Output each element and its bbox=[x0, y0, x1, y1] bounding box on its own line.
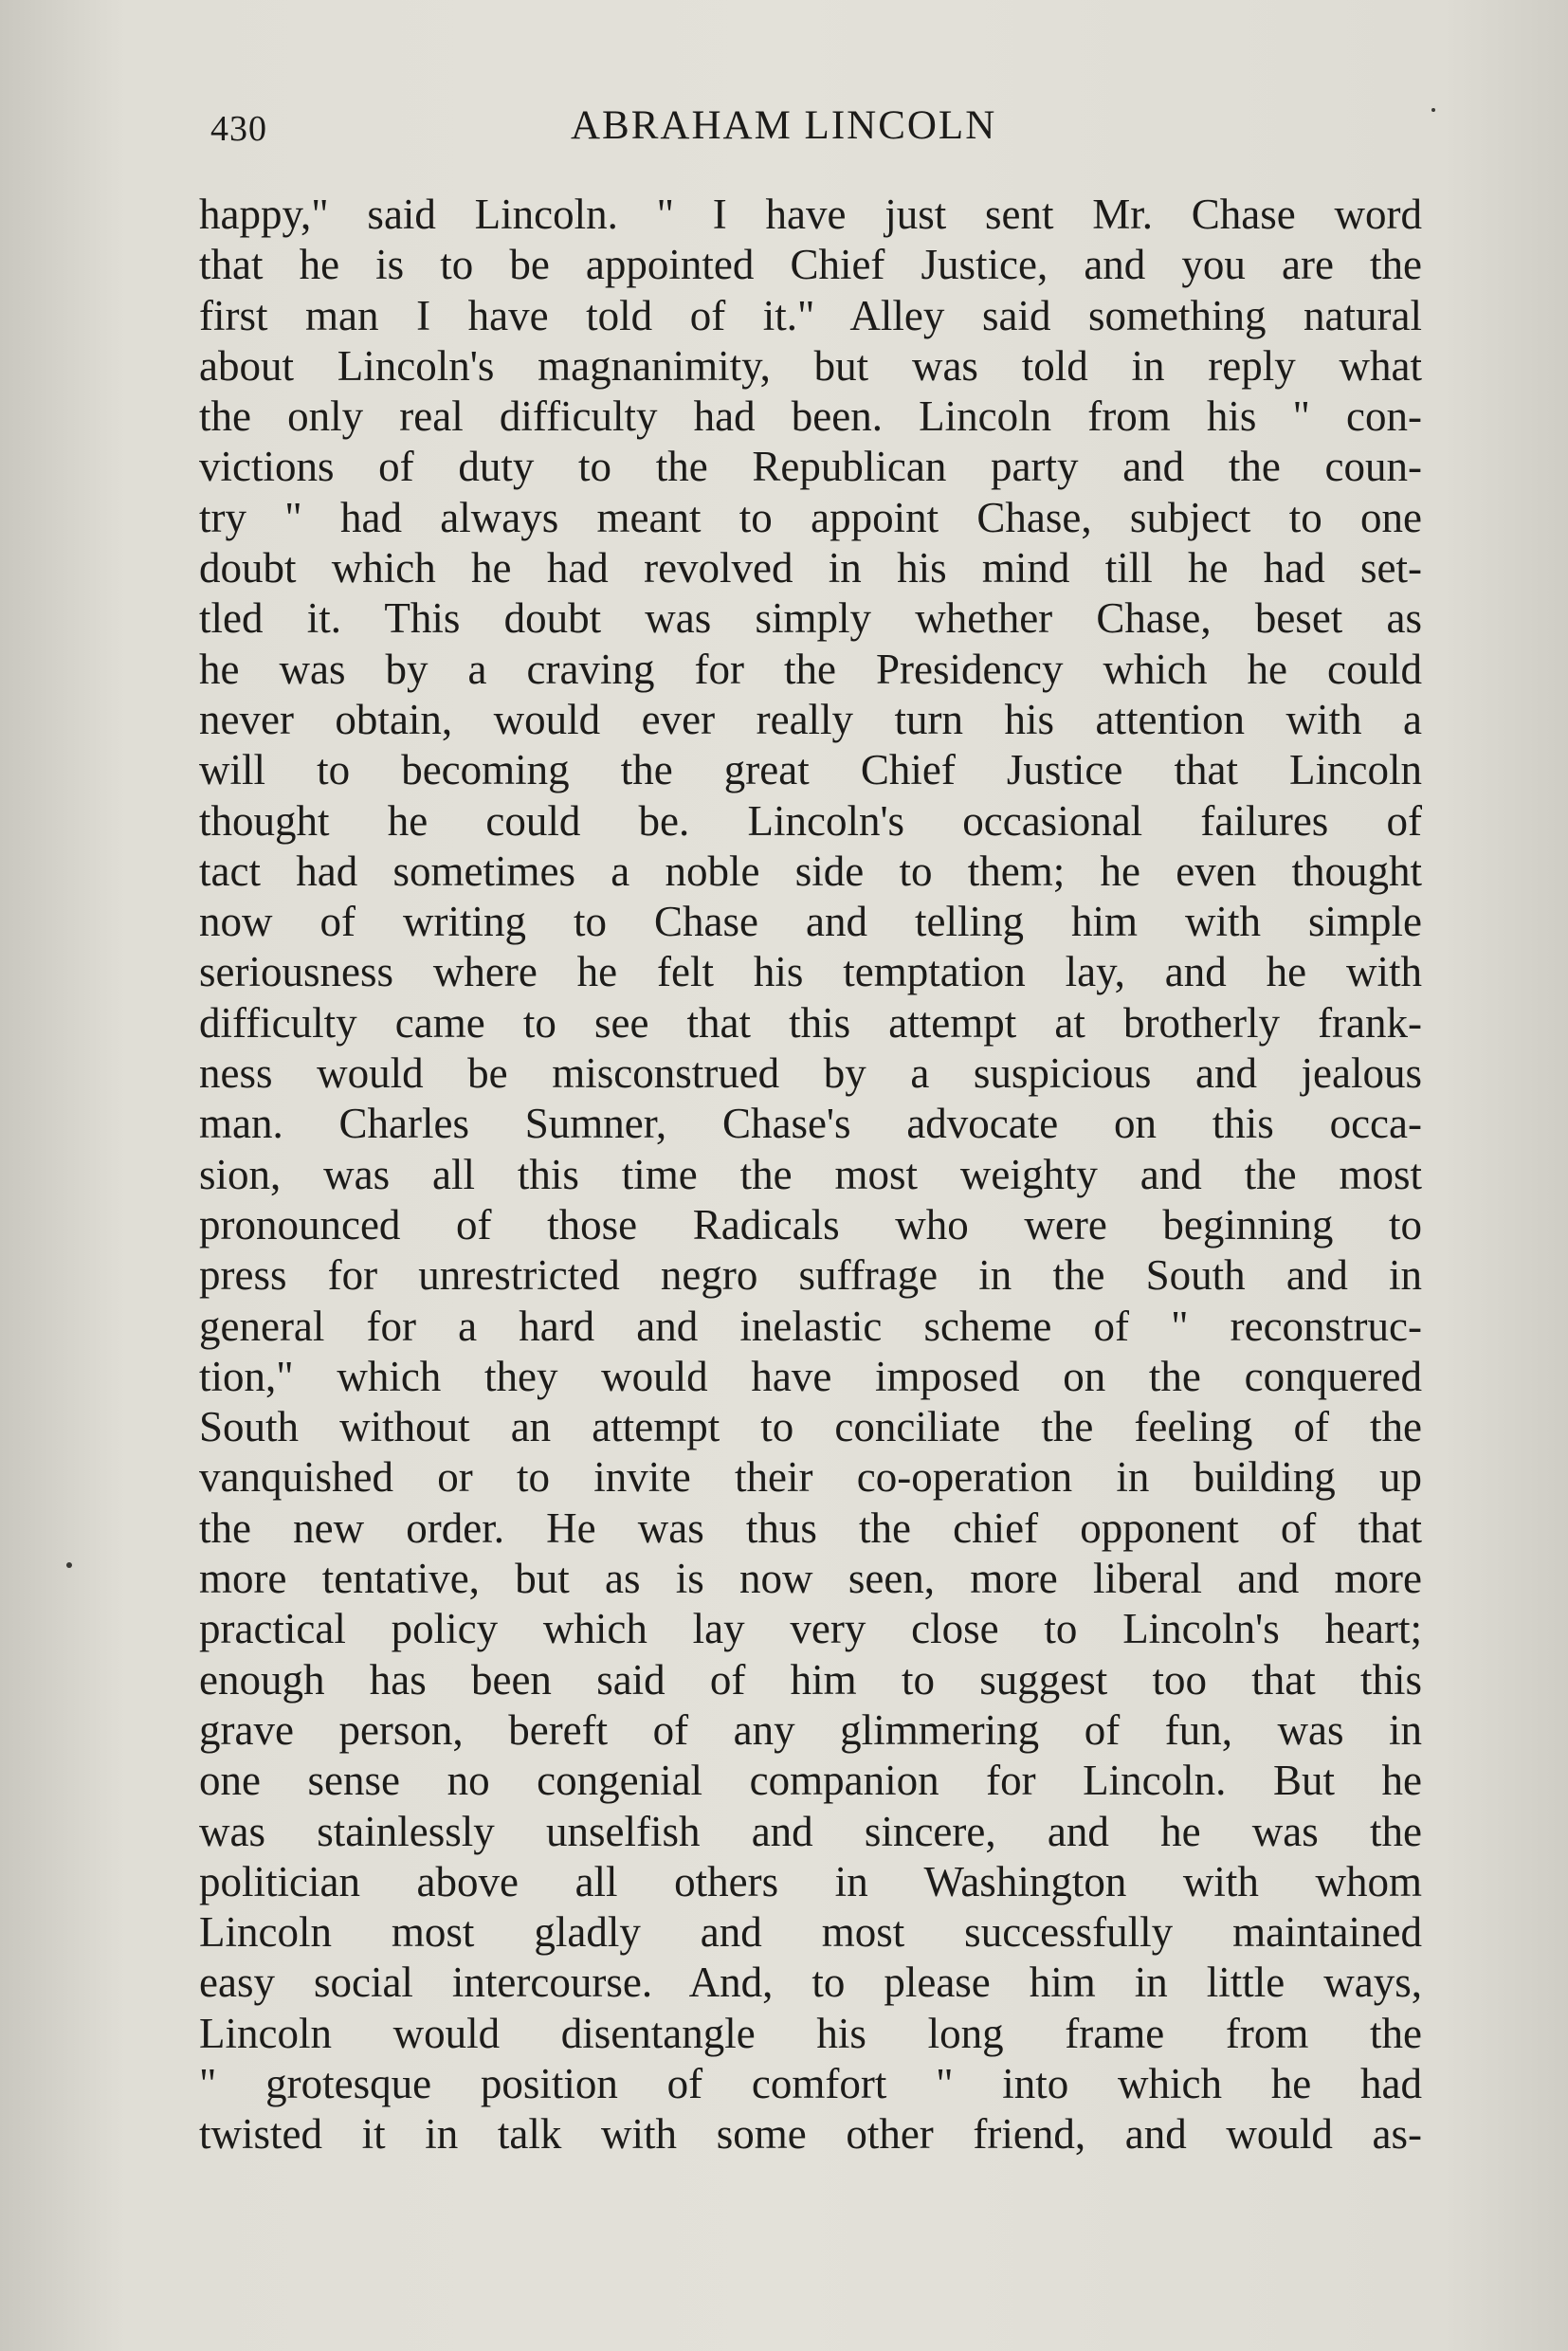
text-line: South without an attempt to conciliate the feeling of the bbox=[199, 1403, 1422, 1451]
text-line: seriousness where he felt his temptation lay, and he with bbox=[199, 948, 1422, 996]
text-line: tion," which they would have imposed on the conquered bbox=[199, 1352, 1422, 1400]
text-line: man. Charles Sumner, Chase's advocate on this occa- bbox=[199, 1100, 1422, 1148]
text-line: Lincoln most gladly and most successfully maintained bbox=[199, 1908, 1422, 1957]
text-line: ness would be misconstrued by a suspicious and jealous bbox=[199, 1049, 1422, 1098]
page-header bbox=[210, 99, 1433, 155]
text-line: grave person, bereft of any glimmering of fun, was in bbox=[199, 1705, 1422, 1754]
text-line: was stainlessly unselfish and sincere, and he was the bbox=[199, 1807, 1422, 1855]
text-line: " grotesque position of comfort " into which he had bbox=[199, 2059, 1422, 2107]
text-line: general for a hard and inelastic scheme of " reconstruc- bbox=[199, 1302, 1422, 1350]
text-line: victions of duty to the Republican party and the coun- bbox=[199, 443, 1422, 491]
text-line: thought he could be. Lincoln's occasional failures of bbox=[199, 796, 1422, 845]
text-line: never obtain, would ever really turn his attention with a bbox=[199, 695, 1422, 743]
text-line: try " had always meant to appoint Chase, subject to one bbox=[199, 493, 1422, 541]
text-line: twisted it in talk with some other friend, and would as- bbox=[199, 2110, 1422, 2159]
text-line: one sense no congenial companion for Lincoln. But he bbox=[199, 1757, 1422, 1805]
text-line: Lincoln would disentangle his long frame from the bbox=[199, 2009, 1422, 2057]
paper-speck bbox=[66, 1562, 72, 1568]
text-line: first man I have told of it." Alley said something natural bbox=[199, 291, 1422, 339]
text-line: politician above all others in Washington with whom bbox=[199, 1857, 1422, 1905]
text-line: happy," said Lincoln. " I have just sent Mr. Chase word bbox=[199, 191, 1422, 238]
body-text bbox=[199, 190, 1422, 2160]
text-line: sion, was all this time the most weighty and the most bbox=[199, 1150, 1422, 1198]
text-line: he was by a craving for the Presidency which he could bbox=[199, 645, 1422, 693]
paper-speck bbox=[1431, 108, 1435, 112]
text-line: press for unrestricted negro suffrage in the South and in bbox=[199, 1251, 1422, 1300]
text-line: the only real difficulty had been. Lincoln from his " con- bbox=[199, 392, 1422, 441]
text-line: tact had sometimes a noble side to them; he even thought bbox=[199, 847, 1422, 895]
text-line: about Lincoln's magnanimity, but was told in reply what bbox=[199, 341, 1422, 390]
text-line: the new order. He was thus the chief opponent of that bbox=[199, 1504, 1422, 1552]
text-line: pronounced of those Radicals who were beginning to bbox=[199, 1200, 1422, 1248]
text-line: easy social intercourse. And, to please him in little ways, bbox=[199, 1959, 1422, 2007]
text-line: that he is to be appointed Chief Justice, and you are the bbox=[199, 241, 1422, 289]
running-head: ABRAHAM LINCOLN bbox=[571, 103, 997, 148]
text-line: more tentative, but as is now seen, more liberal and more bbox=[199, 1555, 1422, 1603]
text-line: vanquished or to invite their co-operation in building up bbox=[199, 1453, 1422, 1502]
page-number: 430 bbox=[210, 109, 267, 149]
text-line: difficulty came to see that this attempt at brotherly frank- bbox=[199, 998, 1422, 1047]
text-line: will to becoming the great Chief Justice that Lincoln bbox=[199, 746, 1422, 794]
text-line: tled it. This doubt was simply whether Chase, beset as bbox=[199, 594, 1422, 643]
text-line: enough has been said of him to suggest too that this bbox=[199, 1655, 1422, 1704]
text-line: practical policy which lay very close to Lincoln's heart; bbox=[199, 1605, 1422, 1653]
text-line: doubt which he had revolved in his mind till he had set- bbox=[199, 544, 1422, 592]
text-line: now of writing to Chase and telling him with simple bbox=[199, 898, 1422, 946]
